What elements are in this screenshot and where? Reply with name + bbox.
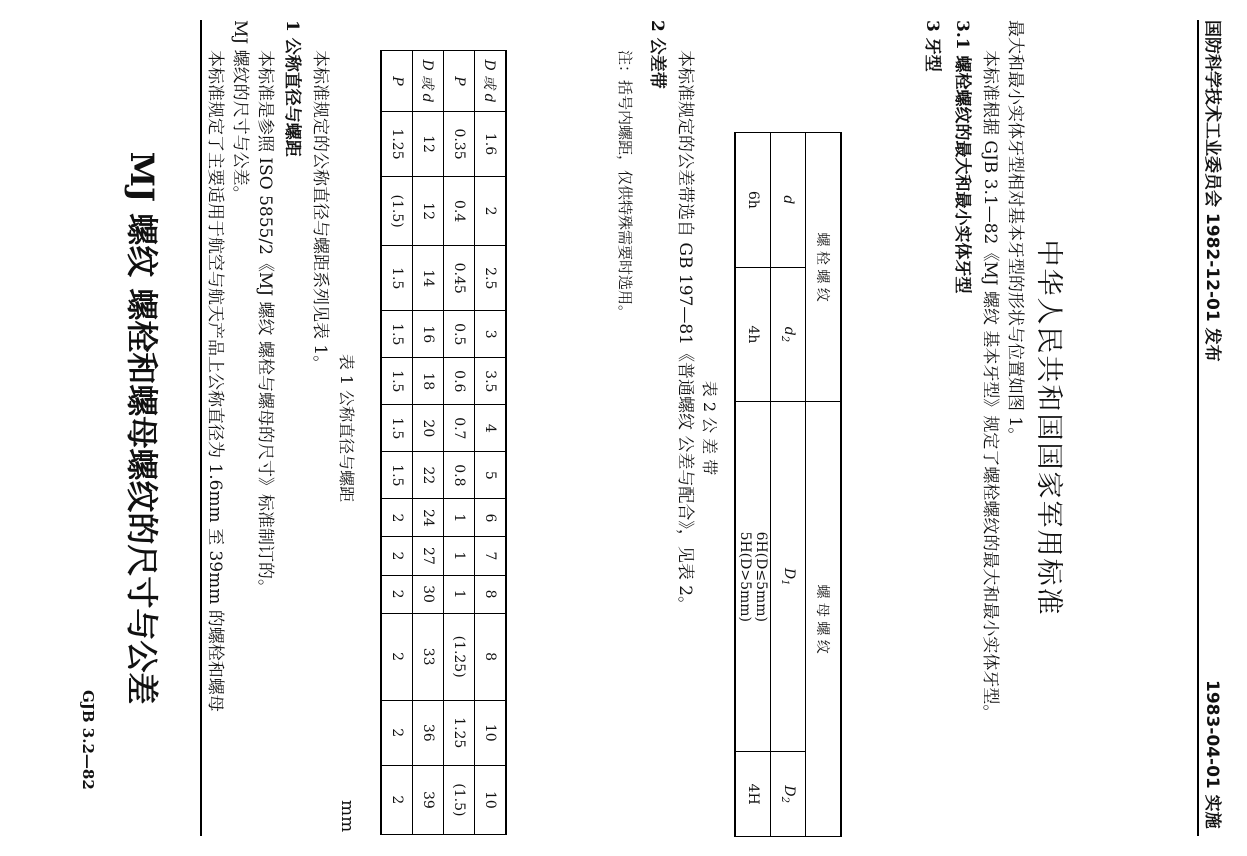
cell: 2 [381, 613, 413, 700]
standard-number: GJB 3.2—82 [79, 690, 97, 790]
title-rule [200, 20, 202, 836]
cell: 22 [413, 452, 444, 499]
table-1 [380, 50, 507, 835]
d-value: 6h [735, 133, 771, 268]
table-2-caption: 表 2 公 差 带 [700, 380, 719, 476]
row-header: P [381, 51, 413, 112]
nut-thread-header: 螺 母 螺 纹 [806, 402, 842, 837]
effective-date-text: 1983-04-01 实施 [1202, 680, 1222, 829]
footer-rule [1197, 20, 1199, 836]
cell: 20 [413, 405, 444, 452]
row-header: D 或 d [475, 51, 507, 112]
section-1-text: 本标准规定的公称直径与螺距系列见表 1。 [310, 50, 330, 373]
D1-label: $D_1$ [771, 402, 806, 752]
cell: 1.5 [381, 405, 413, 452]
cell: 10 [475, 700, 507, 765]
D1-value-2: 5H(D>5mm) [737, 531, 753, 623]
cell: 2 [381, 499, 413, 537]
table-2-labels-row [771, 133, 806, 837]
cell: 14 [413, 246, 444, 311]
cell: (1.5) [444, 765, 475, 834]
cell: 0.6 [444, 358, 475, 405]
cell: 2 [381, 575, 413, 613]
table-1-row-p [444, 51, 475, 835]
table-1-note: 注：括号内螺距，仅供特殊需要时选用。 [616, 50, 634, 321]
cell: 3.5 [475, 358, 507, 405]
row-header: P [444, 51, 475, 112]
table-2-values-row [735, 133, 771, 837]
intro-line-2: MJ 螺纹的尺寸与公差。 [230, 20, 250, 203]
cell: 1.25 [444, 700, 475, 765]
cell: (1.25) [444, 613, 475, 700]
cell: 1.5 [381, 311, 413, 358]
cell: 30 [413, 575, 444, 613]
cell: 5 [475, 452, 507, 499]
intro-line-3: 本标准是参照 ISO 5855/2《MJ 螺纹 螺栓与螺母的尺寸》标准制订的。 [255, 50, 275, 596]
cell: 2 [381, 700, 413, 765]
table-1-row-d [475, 51, 507, 835]
issuer-text: 国防科学技术工业委员会 1982-12-01 发布 [1202, 20, 1222, 362]
main-title: MJ 螺纹 螺栓和螺母螺纹的尺寸与公差 [123, 151, 161, 705]
D1-value-1: 6H(D≤5mm) [753, 531, 769, 623]
org-title: 中华人民共和国国家军用标准 [1033, 239, 1064, 617]
cell: 36 [413, 700, 444, 765]
cell: 3 [475, 311, 507, 358]
cell: 10 [475, 765, 507, 834]
cell: 0.8 [444, 452, 475, 499]
table-1-row-d2 [413, 51, 444, 835]
cell: 0.35 [444, 112, 475, 177]
cell: 18 [413, 358, 444, 405]
cell: 6 [475, 499, 507, 537]
cell: 1.5 [381, 246, 413, 311]
cell: 1 [444, 499, 475, 537]
intro-line-1: 本标准规定了主要适用于航空与航天产品上公称直径为 1.6mm 至 39mm 的螺栓和螺母 [205, 50, 225, 712]
section-3-1-heading: 3.1 螺栓螺纹的最大和最小实体牙型 [952, 20, 972, 294]
section-1-heading: 1 公称直径与螺距 [282, 20, 302, 157]
cell: 12 [413, 177, 444, 246]
D2-label: $D_2$ [771, 752, 806, 837]
cell: 16 [413, 311, 444, 358]
section-2-heading: 2 公差带 [647, 20, 667, 89]
table-1-caption: 表 1 公称直径与螺距 [337, 353, 356, 503]
bolt-thread-header: 螺 栓 螺 纹 [806, 133, 842, 402]
row-header: D 或 d [413, 51, 444, 112]
cell: 1.6 [475, 112, 507, 177]
table-1-unit: mm [337, 800, 357, 833]
cell: 2 [381, 537, 413, 575]
cell: 2.5 [475, 246, 507, 311]
cell: 7 [475, 537, 507, 575]
cell: 8 [475, 613, 507, 700]
table-1-row-p2 [381, 51, 413, 835]
D1-value [735, 402, 771, 752]
d2-value: 4h [735, 267, 771, 402]
section-3-line-2: 最大和最小实体牙型相对基本牙型的形状与位置如图 1。 [1005, 20, 1025, 445]
d-label: d [771, 133, 806, 268]
d2-label: $d_2$ [771, 267, 806, 402]
cell: 8 [475, 575, 507, 613]
cell: 39 [413, 765, 444, 834]
cell: 4 [475, 405, 507, 452]
section-3-line-1: 本标准根据 GJB 3.1—82《MJ 螺纹 基本牙型》规定了螺栓螺纹的最大和最小实体牙型。 [980, 50, 1000, 722]
cell: 1 [444, 537, 475, 575]
cell: 0.5 [444, 311, 475, 358]
cell: 24 [413, 499, 444, 537]
cell: 33 [413, 613, 444, 700]
cell: 1.25 [381, 112, 413, 177]
section-3-heading: 3 牙型 [922, 20, 942, 72]
cell: 0.45 [444, 246, 475, 311]
cell: 27 [413, 537, 444, 575]
section-2-text: 本标准规定的公差带选自 GB 197—81《普通螺纹 公差与配合》，见表 2。 [675, 50, 695, 614]
cell: 1.5 [381, 358, 413, 405]
table-2-header-row [806, 133, 842, 837]
cell: 2 [381, 765, 413, 834]
cell: 0.7 [444, 405, 475, 452]
D2-value: 4H [735, 752, 771, 837]
cell: 12 [413, 112, 444, 177]
cell: 1.5 [381, 452, 413, 499]
cell: 2 [475, 177, 507, 246]
cell: (1.5) [381, 177, 413, 246]
table-2 [734, 132, 842, 837]
cell: 1 [444, 575, 475, 613]
cell: 0.4 [444, 177, 475, 246]
